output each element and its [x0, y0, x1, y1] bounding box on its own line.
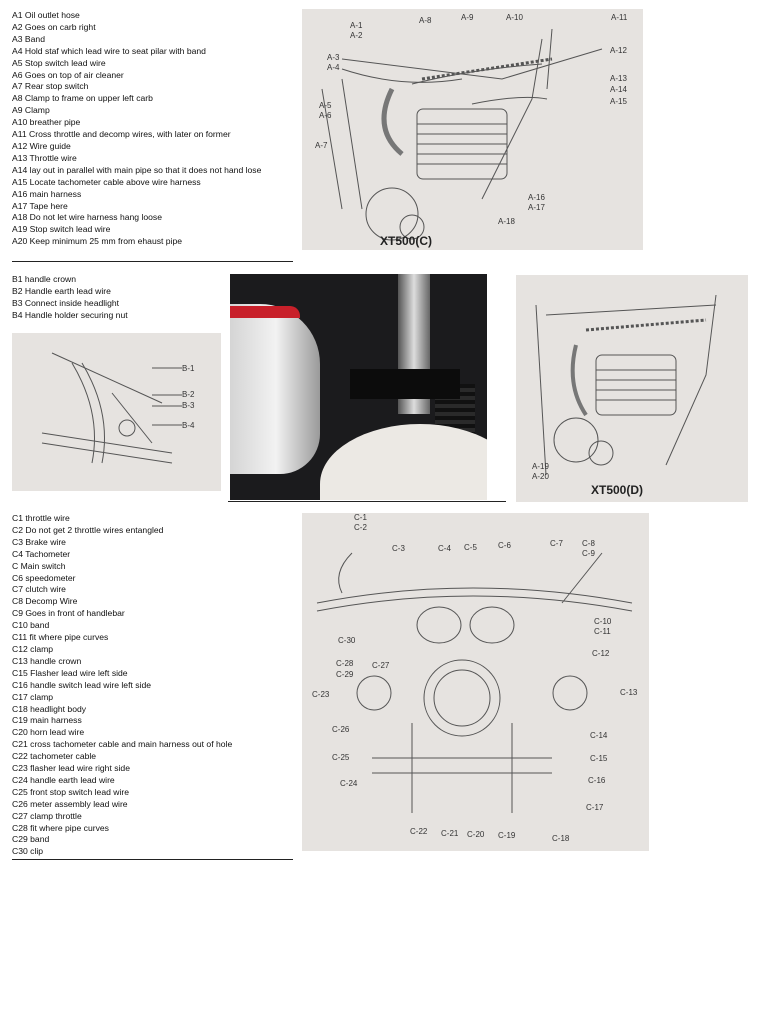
section-b-divider [228, 501, 506, 502]
callout-label: C-15 [590, 754, 608, 763]
list-item: B4 Handle holder securing nut [12, 309, 128, 320]
list-item: B1 handle crown [12, 274, 77, 284]
callout-label: B-3 [182, 401, 195, 410]
callout-label: C-22 [410, 827, 428, 836]
callout-label: C-12 [592, 649, 610, 658]
engine-sketch-d [516, 275, 748, 502]
callout-label: C-26 [332, 725, 350, 734]
diagram-xt500-c [302, 9, 643, 250]
callout-label: C-5 [464, 543, 477, 552]
list-item: A16 main harness [12, 188, 82, 199]
handlebar-sketch-c [302, 513, 649, 851]
list-item: C20 horn lead wire [12, 727, 85, 738]
callout-label: A-11 [611, 13, 628, 22]
callout-label: A-4 [327, 63, 340, 72]
callout-label: C-2 [354, 523, 367, 532]
callout-label: C-1 [354, 513, 367, 522]
motorcycle-photo [230, 274, 487, 500]
list-item: A11 Cross throttle and decomp wires, with later on former [12, 129, 231, 140]
callout-label: C-18 [552, 834, 570, 843]
list-item: A14 lay out in parallel with main pipe so that it does not hand lose [12, 164, 262, 175]
diagram-xt500-d [516, 275, 748, 502]
list-item: C23 flasher lead wire right side [12, 763, 130, 774]
callout-label: B-4 [182, 421, 195, 430]
callout-label: A-2 [350, 31, 363, 40]
list-item: C Main switch [12, 560, 66, 571]
list-item: C22 tachometer cable [12, 751, 97, 762]
list-item: C1 throttle wire [12, 513, 70, 523]
callout-label: B-2 [182, 390, 195, 399]
callout-label: A-7 [315, 141, 328, 150]
list-item: A4 Hold staf which lead wire to seat pilar with band [12, 45, 206, 56]
callout-label: C-20 [467, 830, 485, 839]
callout-label: A-20 [532, 472, 549, 481]
list-item: C30 clip [12, 846, 44, 857]
callout-label: C-11 [594, 627, 611, 636]
section-c-list [12, 513, 232, 858]
fuel-tank [230, 304, 320, 474]
diagram-caption: XT500(C) [380, 234, 433, 248]
section-b-list [12, 274, 128, 322]
callout-label: C-21 [441, 829, 459, 838]
list-item: C18 headlight body [12, 703, 87, 714]
list-item: C21 cross tachometer cable and main harness out of hole [12, 739, 233, 750]
list-item: C13 handle crown [12, 655, 82, 666]
list-item: A18 Do not let wire harness hang loose [12, 212, 163, 223]
section-c-divider [12, 859, 293, 860]
callout-label: A-15 [610, 97, 627, 106]
callout-label: A-17 [528, 203, 545, 212]
callout-label: A-8 [419, 16, 432, 25]
list-item: C6 speedometer [12, 572, 76, 583]
callout-label: C-3 [392, 544, 405, 553]
list-item: B3 Connect inside headlight [12, 297, 120, 308]
list-item: A15 Locate tachometer cable above wire harness [12, 176, 201, 187]
list-item: A7 Rear stop switch [12, 81, 89, 92]
list-item: A2 Goes on carb right [12, 21, 96, 32]
list-item: C7 clutch wire [12, 584, 66, 595]
callout-label: C-4 [438, 544, 451, 553]
callout-label: C-7 [550, 539, 563, 548]
list-item: A5 Stop switch lead wire [12, 57, 106, 68]
list-item: C8 Decomp Wire [12, 596, 78, 607]
callout-label: C-25 [332, 753, 350, 762]
list-item: C10 band [12, 620, 50, 631]
list-item: C11 fit where pipe curves [12, 632, 109, 643]
list-item: A12 Wire guide [12, 140, 71, 151]
callout-label: C-13 [620, 688, 638, 697]
triple-clamp [350, 369, 460, 399]
diagram-caption: XT500(D) [591, 483, 644, 497]
callout-label: C-17 [586, 803, 604, 812]
list-item: C12 clamp [12, 643, 54, 654]
tank-stripe [230, 306, 300, 318]
callout-label: C-6 [498, 541, 511, 550]
list-item: A10 breather pipe [12, 117, 81, 128]
callout-label: C-8 [582, 539, 595, 548]
callout-label: C-19 [498, 831, 516, 840]
list-item: C3 Brake wire [12, 536, 66, 547]
callout-label: A-19 [532, 462, 549, 471]
list-item: A3 Band [12, 33, 45, 44]
list-item: A6 Goes on top of air cleaner [12, 69, 124, 80]
list-item: A1 Oil outlet hose [12, 10, 80, 20]
list-item: A9 Clamp [12, 105, 50, 116]
list-item: C27 clamp throttle [12, 810, 82, 821]
list-item: C16 handle switch lead wire left side [12, 679, 152, 690]
list-item: C17 clamp [12, 691, 54, 702]
section-a-list [12, 10, 261, 248]
list-item: C15 Flasher lead wire left side [12, 667, 128, 678]
list-item: A20 Keep minimum 25 mm from ehaust pipe [12, 236, 183, 247]
list-item: A13 Throttle wire [12, 152, 77, 163]
callout-label: A-9 [461, 13, 474, 22]
callout-label: A-10 [506, 13, 523, 22]
callout-label: C-28 [336, 659, 354, 668]
callout-label: A-14 [610, 85, 627, 94]
list-item: A17 Tape here [12, 200, 68, 211]
diagram-handle-crown [12, 333, 221, 491]
list-item: A19 Stop switch lead wire [12, 224, 111, 235]
diagram-handlebar-wiring [302, 513, 649, 851]
list-item: C24 handle earth lead wire [12, 774, 115, 785]
list-item: C2 Do not get 2 throttle wires entangled [12, 524, 164, 535]
callout-label: A-5 [319, 101, 332, 110]
callout-label: C-29 [336, 670, 354, 679]
list-item: A8 Clamp to frame on upper left carb [12, 93, 153, 104]
front-fender [320, 424, 487, 500]
callout-label: C-9 [582, 549, 595, 558]
callout-label: C-27 [372, 661, 390, 670]
callout-label: A-1 [350, 21, 363, 30]
callout-label: A-18 [498, 217, 515, 226]
callout-label: A-12 [610, 46, 627, 55]
list-item: C28 fit where pipe curves [12, 822, 109, 833]
list-item: B2 Handle earth lead wire [12, 285, 111, 296]
handle-sketch-b [12, 333, 221, 491]
callout-label: A-13 [610, 74, 627, 83]
list-item: C26 meter assembly lead wire [12, 798, 128, 809]
callout-label: C-23 [312, 690, 330, 699]
callout-label: A-16 [528, 193, 545, 202]
callout-label: C-30 [338, 636, 356, 645]
callout-label: B-1 [182, 364, 195, 373]
callout-label: C-10 [594, 617, 612, 626]
list-item: C4 Tachometer [12, 548, 71, 559]
engine-sketch-a [302, 9, 643, 250]
callout-label: C-14 [590, 731, 608, 740]
section-a-divider [12, 261, 293, 262]
list-item: C29 band [12, 834, 50, 845]
callout-label: C-16 [588, 776, 606, 785]
callout-label: A-6 [319, 111, 332, 120]
list-item: C25 front stop switch lead wire [12, 786, 130, 797]
list-item: C19 main harness [12, 715, 82, 726]
list-item: C9 Goes in front of handlebar [12, 608, 125, 619]
callout-label: A-3 [327, 53, 340, 62]
callout-label: C-24 [340, 779, 358, 788]
